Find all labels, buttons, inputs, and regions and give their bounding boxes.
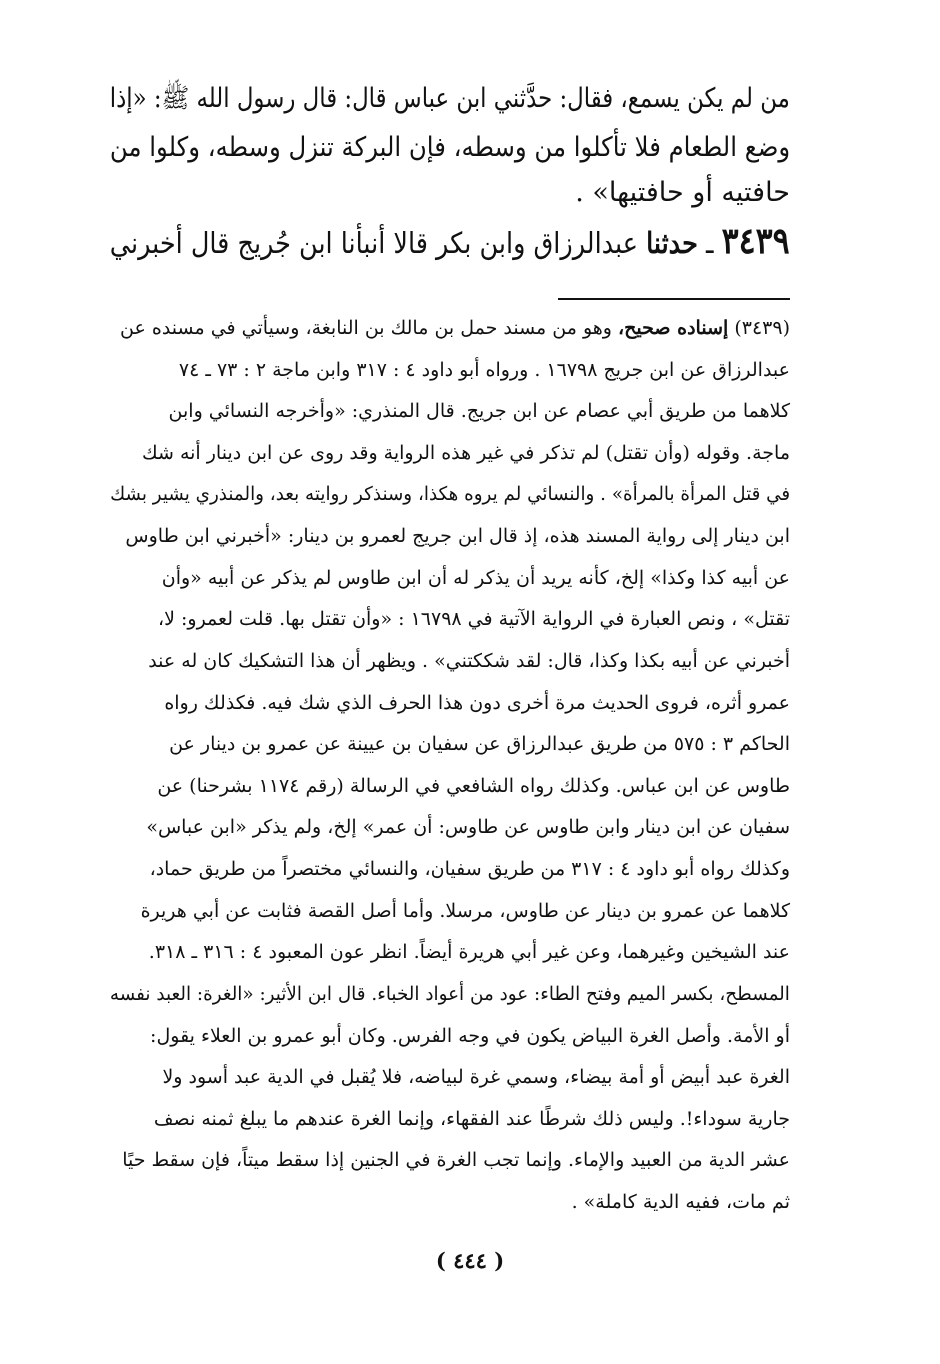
footnote-line: الحاكم ٣ : ٥٧٥ من طريق عبدالرزاق عن سفيان بن عيينة عن عمرو بن دينار عن: [169, 733, 790, 755]
page-number: ( ٤٤٤ ): [435, 1248, 505, 1273]
footnote-line: ثم مات، ففيه الدية كاملة» .: [571, 1191, 790, 1213]
footnote-line: جارية سوداء!. وليس ذلك شرطًا عند الفقهاء، وإنما الغرة عندهم ما يبلغ ثمنه نصف: [153, 1108, 790, 1130]
footnote-line: كلاهما عن عمرو بن دينار عن طاوس، مرسلا. وأما أصل القصة فثابت عن أبي هريرة: [140, 900, 790, 922]
hadith-heading: [110, 220, 790, 262]
footnote-line: في قتل المرأة بالمرأة» . والنسائي لم يروه هكذا، وسنذكر روايته بعد، والمنذري يشير بشك: [109, 483, 790, 505]
footnote-line: كلاهما من طريق أبي عصام عن ابن جريج. قال المنذري: «وأخرجه النسائي وابن: [168, 400, 790, 422]
haddathana-word: حدثنا: [646, 226, 699, 260]
footnote-line: ماجة. وقوله (وأن تقتل) لم تذكر في غير هذه الرواية وقد روى عن ابن دينار أنه شك: [141, 442, 790, 464]
main-text-line-1: من لم يكن يسمع، فقال: حدَّثني ابن عباس قال: قال رسول الله ﷺ: «إذا: [109, 83, 790, 114]
footnote-first-line-text: وهو من مسند حمل بن مالك بن النابغة، وسيأتي في مسنده عن: [120, 317, 612, 339]
footnote-label: (٣٤٣٩): [734, 317, 790, 339]
main-text-line-3: حافتيه أو حافتيها» .: [575, 177, 790, 208]
footnote-line: الغرة عبد أبيض أو أمة بيضاء، وسمي غرة لبياضه، فلا يُقبل في الدية عبد أسود ولا: [162, 1066, 790, 1088]
footnote-line: أخبرني عن أبيه بكذا وكذا، قال: لقد شككتني» . ويظهر أن هذا التشكيك كان له عند: [148, 650, 790, 672]
main-text-line-2: وضع الطعام فلا تأكلوا من وسطه، فإن البركة تنزل وسطه، وكلوا من: [109, 132, 790, 163]
footnote-line: المسطح، بكسر الميم وفتح الطاء: عود من أعواد الخباء. قال ابن الأثير: «الغرة: العبد نفسه: [110, 983, 790, 1005]
footnote-line: عشر الدية من العبيد والإماء. وإنما تجب الغرة في الجنين إذا سقط ميتاً، فإن سقط حيًا: [122, 1149, 790, 1171]
footnote-isnad-grade: إسناده صحيح،: [618, 317, 729, 339]
footnote-separator: [558, 298, 790, 300]
footnote-line: عبدالرزاق عن ابن جريج ١٦٧٩٨ . ورواه أبو داود ٤ : ٣١٧ وابن ماجة ٢ : ٧٣ ـ ٧٤: [178, 359, 790, 381]
hadith-isnad-text: عبدالرزاق وابن بكر قالا أنبأنا ابن جُريج قال أخبرني: [110, 226, 639, 260]
footnote-line: تقتل» ، ونص العبارة في الرواية الآتية في ١٦٧٩٨ : «وأن تقتل بها. قلت لعمرو: لا،: [157, 608, 790, 630]
footnote-line: ابن دينار إلى رواية المسند هذه، إذ قال ابن جريج لعمرو بن دينار: «أخبرني ابن طاوس: [125, 525, 790, 547]
footnote-line: عند الشيخين وغيرهما، وعن غير أبي هريرة أيضاً. انظر عون المعبود ٤ : ٣١٦ ـ ٣١٨.: [148, 941, 790, 963]
footnote-line: عن أبيه كذا وكذا» إلخ، كأنه يريد أن يذكر له أن ابن طاوس لم يذكر عن أبيه «وأن: [161, 567, 790, 589]
footnote-line-1: [120, 314, 790, 342]
hadith-dash: ـ: [706, 226, 714, 260]
footnote-line: أو الأمة. وأصل الغرة البياض يكون في وجه الفرس. وكان أبو عمرو بن العلاء يقول:: [150, 1025, 790, 1047]
footnote-line: سفيان عن ابن دينار وابن طاوس عن طاوس: أن عمر» إلخ، ولم يذكر «ابن عباس»: [146, 816, 790, 838]
footnote-line: طاوس عن ابن عباس. وكذلك رواه الشافعي في الرسالة (رقم ١١٧٤ بشرحنا) عن: [157, 775, 790, 797]
footnote-line: عمرو أثره، فروى الحديث مرة أخرى دون هذا الحرف الذي شك فيه. فكذلك رواه: [164, 692, 790, 714]
hadith-number: ٣٤٣٩: [721, 220, 790, 262]
footnote-line: وكذلك رواه أبو داود ٤ : ٣١٧ من طريق سفيان، والنسائي مختصراً من طريق حماد،: [149, 858, 790, 880]
